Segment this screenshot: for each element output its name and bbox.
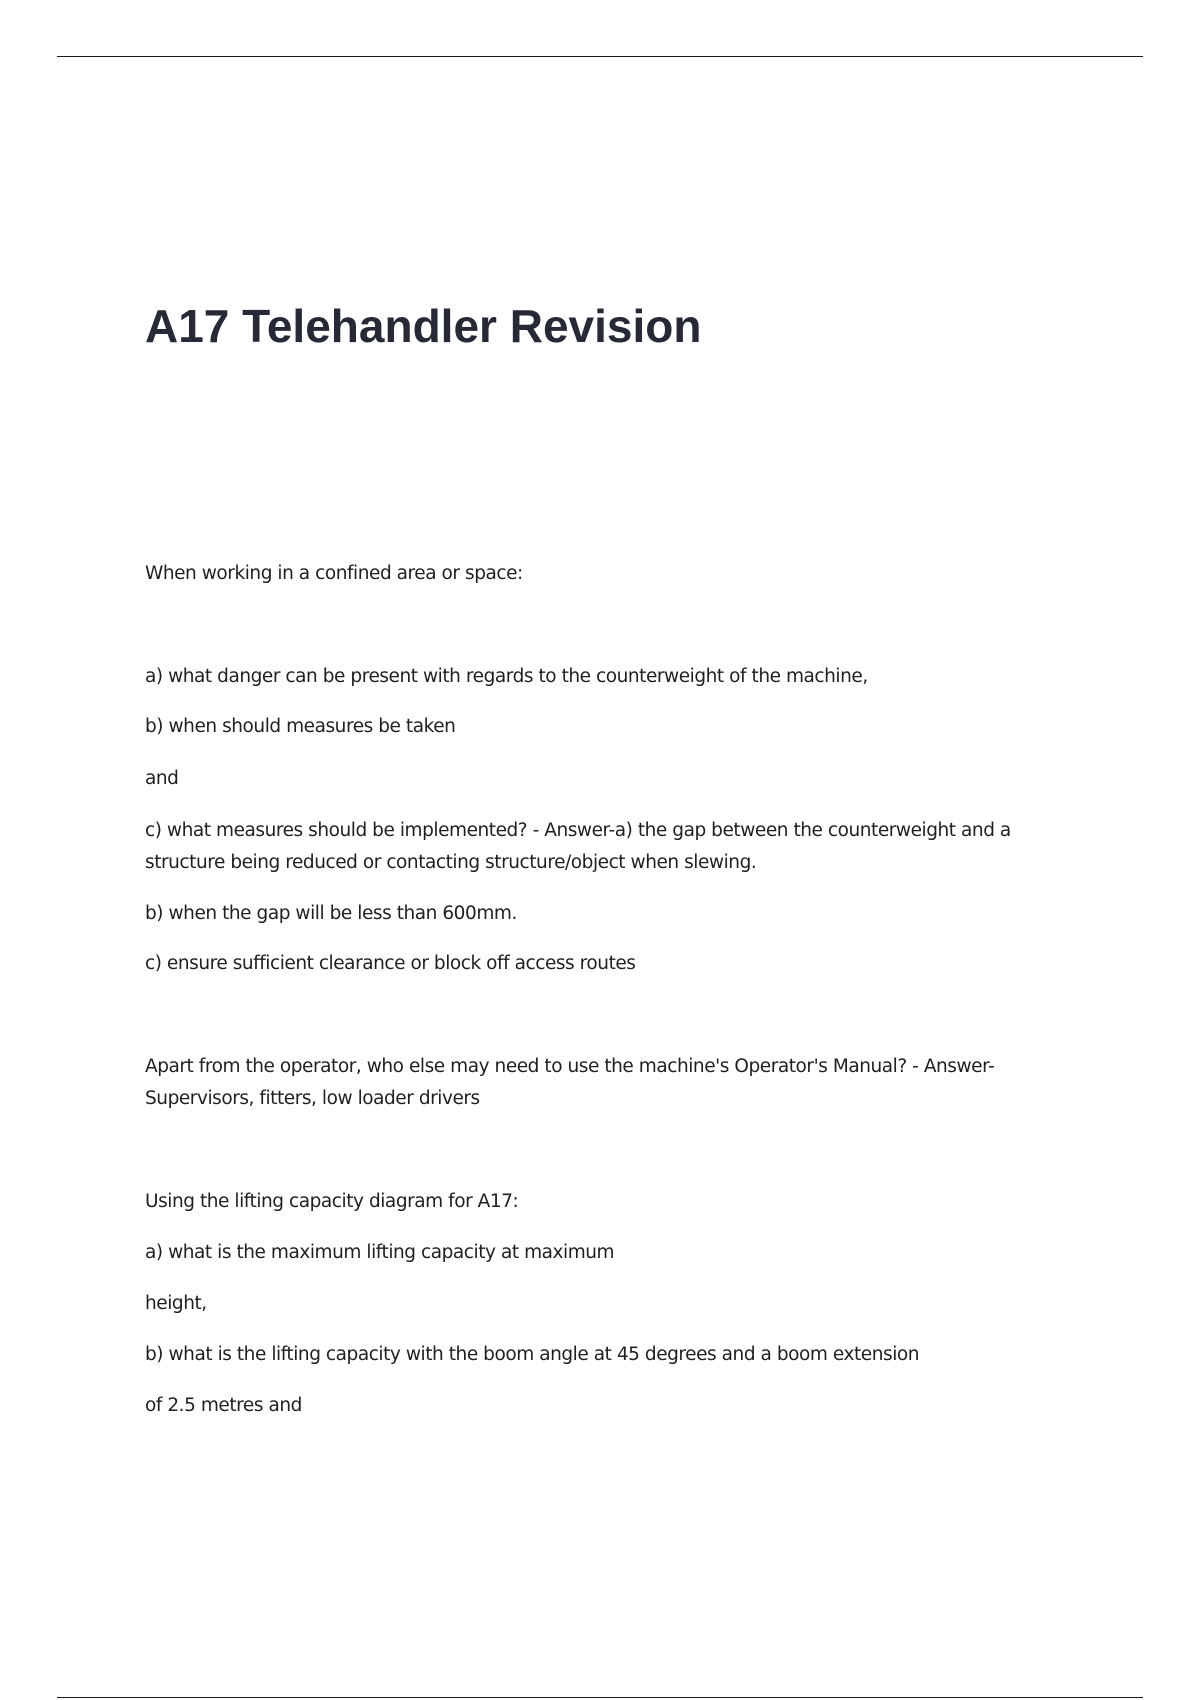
question-1-part-c-answer: c) what measures should be implemented? - Answer-a) the gap between the counterweight and a structure being reduced or contacting structure/object when slewing. — [145, 820, 1011, 873]
question-3-part-a-cont: height, — [145, 1293, 207, 1314]
question-3-part-b-cont: of 2.5 metres and — [145, 1395, 302, 1416]
footer-divider — [57, 1697, 1143, 1698]
question-3-part-a: a) what is the maximum lifting capacity at maximum — [145, 1242, 615, 1263]
question-1-part-a: a) what danger can be present with regards to the counterweight of the machine, — [145, 666, 868, 687]
question-1-part-b: b) when should measures be taken — [145, 716, 456, 737]
question-1-intro: When working in a confined area or space: — [145, 563, 523, 584]
document-title: A17 Telehandler Revision — [145, 300, 702, 352]
answer-1-part-c: c) ensure sufficient clearance or block off access routes — [145, 953, 636, 974]
question-3-part-b: b) what is the lifting capacity with the boom angle at 45 degrees and a boom extension — [145, 1344, 920, 1365]
header-divider — [57, 56, 1143, 57]
question-2-answer: Apart from the operator, who else may need to use the machine's Operator's Manual? - Answer-Supervisors, fitters, low loader drivers — [145, 1056, 995, 1109]
question-1-and: and — [145, 768, 179, 789]
question-3-intro: Using the lifting capacity diagram for A17: — [145, 1191, 519, 1212]
answer-1-part-b: b) when the gap will be less than 600mm. — [145, 903, 517, 924]
